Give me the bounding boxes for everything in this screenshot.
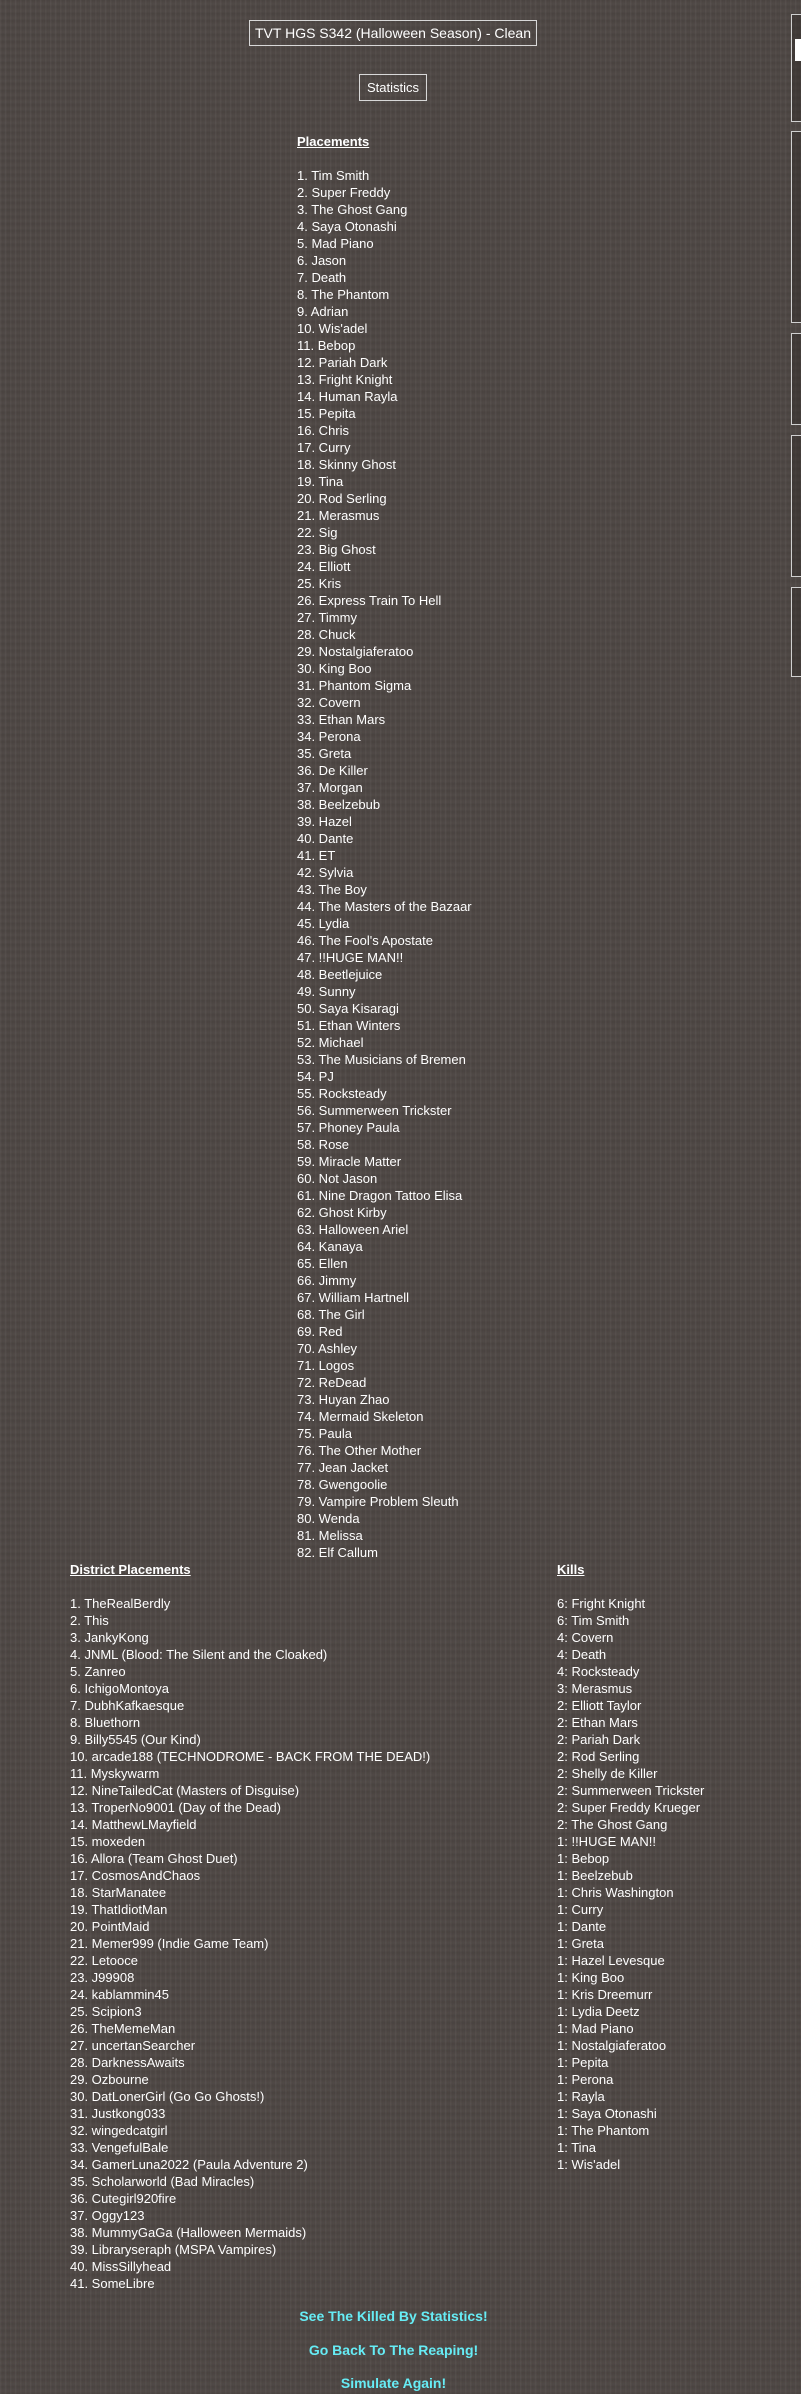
placement-item: 61. Nine Dragon Tattoo Elisa [297,1188,463,1203]
kills-list [557,1595,704,2173]
placement-item: 44. The Masters of the Bazaar [297,899,472,914]
placement-item: 81. Melissa [297,1528,363,1543]
placement-item: 29. Nostalgiaferatoo [297,644,414,659]
kill-item: 1: Wis'adel [557,2157,621,2172]
kill-item: 1: Curry [557,1902,604,1917]
kill-item: 4: Covern [557,1630,614,1645]
placement-item: 39. Hazel [297,814,352,829]
district-placement-item: 8. Bluethorn [70,1715,141,1730]
placement-item: 41. ET [297,848,336,863]
placement-item: 82. Elf Callum [297,1545,378,1560]
placement-item: 23. Big Ghost [297,542,376,557]
district-placement-item: 28. DarknessAwaits [70,2055,185,2070]
kill-item: 6: Tim Smith [557,1613,630,1628]
district-placement-item: 24. kablammin45 [70,1987,169,2002]
district-placements-list [70,1595,430,2292]
placement-item: 31. Phantom Sigma [297,678,412,693]
placement-item: 11. Bebop [297,338,356,353]
kill-item: 1: Rayla [557,2089,605,2104]
placement-item: 7. Death [297,270,347,285]
placement-item: 51. Ethan Winters [297,1018,401,1033]
district-placement-item: 7. DubhKafkaesque [70,1698,185,1713]
side-panel-tab[interactable] [791,333,801,425]
placement-item: 19. Tina [297,474,344,489]
district-placement-item: 29. Ozbourne [70,2072,149,2087]
placement-item: 68. The Girl [297,1307,365,1322]
district-placement-item: 12. NineTailedCat (Masters of Disguise) [70,1783,300,1798]
placement-item: 69. Red [297,1324,343,1339]
district-placement-item: 36. Cutegirl920fire [70,2191,177,2206]
placement-item: 75. Paula [297,1426,352,1441]
kill-item: 2: Summerween Trickster [557,1783,705,1798]
district-placement-item: 18. StarManatee [70,1885,167,1900]
kill-item: 1: Tina [557,2140,597,2155]
placement-item: 72. ReDead [297,1375,367,1390]
kill-item: 1: Dante [557,1919,607,1934]
district-placements-heading: District Placements [70,1562,191,1577]
placement-item: 55. Rocksteady [297,1086,387,1101]
side-panel-tab[interactable] [791,131,801,323]
placement-item: 57. Phoney Paula [297,1120,400,1135]
simulate-again-link[interactable]: Simulate Again! [340,2375,447,2391]
placement-item: 64. Kanaya [297,1239,363,1254]
kill-item: 1: Bebop [557,1851,610,1866]
placement-item: 12. Pariah Dark [297,355,388,370]
district-placement-item: 4. JNML (Blood: The Silent and the Cloaked) [70,1647,328,1662]
district-placement-item: 23. J99908 [70,1970,135,1985]
back-to-reaping-link[interactable]: Go Back To The Reaping! [308,2342,479,2358]
placements-heading: Placements [297,134,370,149]
district-placement-item: 37. Oggy123 [70,2208,145,2223]
kill-item: 2: Super Freddy Krueger [557,1800,701,1815]
placement-item: 27. Timmy [297,610,357,625]
placement-item: 70. Ashley [297,1341,357,1356]
placement-item: 40. Dante [297,831,354,846]
placement-item: 37. Morgan [297,780,363,795]
placement-item: 14. Human Rayla [297,389,398,404]
placements-list [297,167,472,1561]
placement-item: 1. Tim Smith [297,168,370,183]
placement-item: 5. Mad Piano [297,236,374,251]
district-placement-item: 16. Allora (Team Ghost Duet) [70,1851,238,1866]
killed-by-statistics-link[interactable]: See The Killed By Statistics! [299,2308,488,2324]
side-panel-tab[interactable] [791,435,801,577]
side-panel-tab[interactable] [791,14,801,122]
placement-item: 4. Saya Otonashi [297,219,397,234]
kill-item: 1: Saya Otonashi [557,2106,657,2121]
district-placement-item: 34. GamerLuna2022 (Paula Adventure 2) [70,2157,308,2172]
placement-item: 18. Skinny Ghost [297,457,396,472]
placement-item: 13. Fright Knight [297,372,393,387]
placement-item: 67. William Hartnell [297,1290,409,1305]
placement-item: 2. Super Freddy [297,185,391,200]
placement-item: 66. Jimmy [297,1273,357,1288]
district-placement-item: 25. Scipion3 [70,2004,142,2019]
placement-item: 42. Sylvia [297,865,354,880]
district-placement-item: 17. CosmosAndChaos [70,1868,201,1883]
placement-item: 74. Mermaid Skeleton [297,1409,424,1424]
placement-item: 28. Chuck [297,627,356,642]
placement-item: 20. Rod Serling [297,491,387,506]
district-placement-item: 6. IchigoMontoya [70,1681,170,1696]
placement-item: 65. Ellen [297,1256,348,1271]
statistics-button[interactable]: Statistics [359,74,427,101]
placement-item: 34. Perona [297,729,361,744]
district-placement-item: 41. SomeLibre [70,2276,155,2291]
kill-item: 2: Elliott Taylor [557,1698,642,1713]
kill-item: 2: The Ghost Gang [557,1817,668,1832]
kill-item: 1: Chris Washington [557,1885,674,1900]
placement-item: 63. Halloween Ariel [297,1222,409,1237]
district-placement-item: 35. Scholarworld (Bad Miracles) [70,2174,255,2189]
placement-item: 52. Michael [297,1035,364,1050]
kill-item: 2: Rod Serling [557,1749,640,1764]
placement-item: 56. Summerween Trickster [297,1103,452,1118]
kill-item: 1: Beelzebub [557,1868,633,1883]
placement-item: 10. Wis'adel [297,321,368,336]
placement-item: 36. De Killer [297,763,368,778]
kill-item: 2: Shelly de Killer [557,1766,658,1781]
district-placement-item: 27. uncertanSearcher [70,2038,196,2053]
district-placement-item: 9. Billy5545 (Our Kind) [70,1732,201,1747]
district-placement-item: 2. This [70,1613,109,1628]
district-placement-item: 38. MummyGaGa (Halloween Mermaids) [70,2225,307,2240]
kills-heading: Kills [557,1562,585,1577]
kill-item: 1: King Boo [557,1970,625,1985]
placement-item: 71. Logos [297,1358,355,1373]
placement-item: 24. Elliott [297,559,351,574]
placement-item: 17. Curry [297,440,351,455]
placement-item: 60. Not Jason [297,1171,378,1186]
placement-item: 49. Sunny [297,984,356,999]
placement-item: 26. Express Train To Hell [297,593,442,608]
placement-item: 30. King Boo [297,661,372,676]
placement-item: 48. Beetlejuice [297,967,383,982]
placement-item: 73. Huyan Zhao [297,1392,390,1407]
kill-item: 1: The Phantom [557,2123,650,2138]
placement-item: 32. Covern [297,695,361,710]
district-placement-item: 33. VengefulBale [70,2140,169,2155]
placement-item: 58. Rose [297,1137,350,1152]
placement-item: 47. !!HUGE MAN!! [297,950,404,965]
district-placement-item: 14. MatthewLMayfield [70,1817,197,1832]
district-placement-item: 3. JankyKong [70,1630,149,1645]
district-placement-item: 19. ThatIdiotMan [70,1902,168,1917]
placement-item: 45. Lydia [297,916,350,931]
kill-item: 4: Rocksteady [557,1664,640,1679]
side-panel-glyph-icon [795,39,801,61]
placement-item: 21. Merasmus [297,508,380,523]
placement-item: 79. Vampire Problem Sleuth [297,1494,459,1509]
placement-item: 9. Adrian [297,304,349,319]
district-placement-item: 26. TheMemeMan [70,2021,176,2036]
district-placement-item: 5. Zanreo [70,1664,126,1679]
placement-item: 54. PJ [297,1069,334,1084]
placement-item: 35. Greta [297,746,352,761]
placement-item: 38. Beelzebub [297,797,381,812]
district-placement-item: 20. PointMaid [70,1919,150,1934]
placement-item: 50. Saya Kisaragi [297,1001,399,1016]
placement-item: 78. Gwengoolie [297,1477,388,1492]
placement-item: 76. The Other Mother [297,1443,422,1458]
kill-item: 1: Greta [557,1936,604,1951]
district-placement-item: 40. MissSillyhead [70,2259,172,2274]
placement-item: 43. The Boy [297,882,367,897]
district-placement-item: 22. Letooce [70,1953,138,1968]
placement-item: 59. Miracle Matter [297,1154,402,1169]
kill-item: 3: Merasmus [557,1681,633,1696]
side-panel-tab[interactable] [791,587,801,677]
placement-item: 15. Pepita [297,406,356,421]
placement-item: 25. Kris [297,576,342,591]
district-placement-item: 39. Libraryseraph (MSPA Vampires) [70,2242,277,2257]
placement-item: 6. Jason [297,253,347,268]
district-placement-item: 21. Memer999 (Indie Game Team) [70,1936,269,1951]
kill-item: 6: Fright Knight [557,1596,646,1611]
placement-item: 77. Jean Jacket [297,1460,389,1475]
placement-item: 3. The Ghost Gang [297,202,408,217]
kill-item: 1: Nostalgiaferatoo [557,2038,667,2053]
kill-item: 1: Mad Piano [557,2021,634,2036]
district-placement-item: 11. Myskywarm [70,1766,160,1781]
placement-item: 46. The Fool's Apostate [297,933,433,948]
district-placement-item: 31. Justkong033 [70,2106,166,2121]
district-placement-item: 13. TroperNo9001 (Day of the Dead) [70,1800,282,1815]
placement-item: 22. Sig [297,525,338,540]
district-placement-item: 30. DatLonerGirl (Go Go Ghosts!) [70,2089,265,2104]
kill-item: 1: Perona [557,2072,614,2087]
district-placement-item: 1. TheRealBerdly [70,1596,171,1611]
kill-item: 1: Lydia Deetz [557,2004,640,2019]
district-placement-item: 10. arcade188 (TECHNODROME - BACK FROM THE DEAD!) [70,1749,431,1764]
district-placement-item: 15. moxeden [70,1834,146,1849]
kill-item: 2: Pariah Dark [557,1732,641,1747]
kill-item: 2: Ethan Mars [557,1715,638,1730]
placement-item: 16. Chris [297,423,350,438]
kill-item: 1: Hazel Levesque [557,1953,665,1968]
placement-item: 8. The Phantom [297,287,390,302]
page-title: TVT HGS S342 (Halloween Season) - Clean [249,20,537,46]
kill-item: 1: !!HUGE MAN!! [557,1834,656,1849]
placement-item: 62. Ghost Kirby [297,1205,387,1220]
placement-item: 33. Ethan Mars [297,712,386,727]
placement-item: 53. The Musicians of Bremen [297,1052,466,1067]
kill-item: 1: Pepita [557,2055,609,2070]
kill-item: 4: Death [557,1647,607,1662]
district-placement-item: 32. wingedcatgirl [70,2123,168,2138]
kill-item: 1: Kris Dreemurr [557,1987,653,2002]
placement-item: 80. Wenda [297,1511,360,1526]
